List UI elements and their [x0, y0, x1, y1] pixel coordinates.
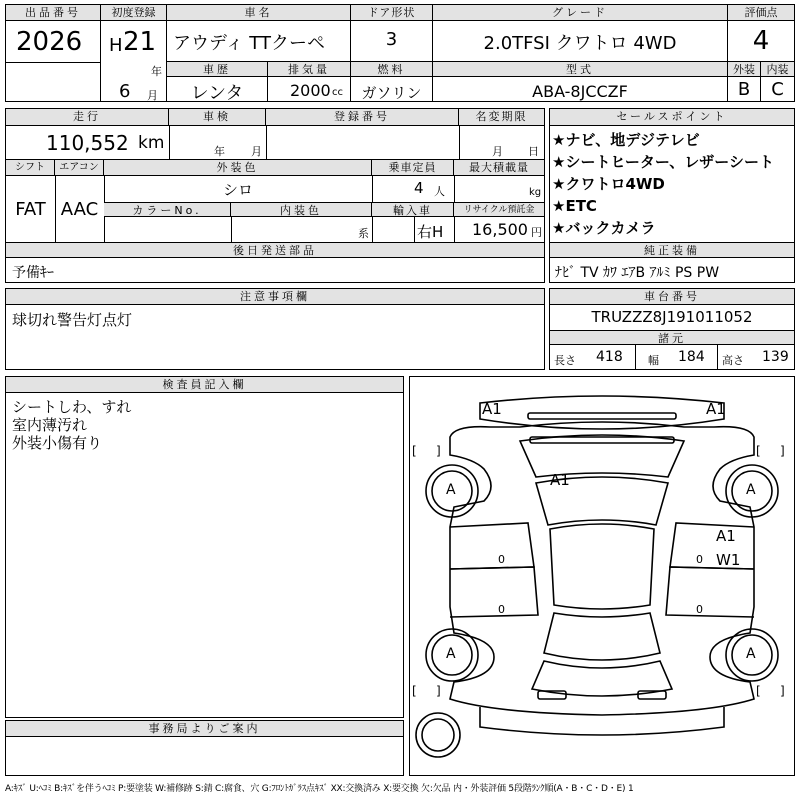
interior-label: 内装 — [761, 62, 794, 77]
score-cell — [728, 5, 794, 62]
svg-text:[: [ — [756, 684, 761, 698]
reg-no-label: 登録番号 — [266, 109, 459, 126]
int-color-unit: 系 — [358, 227, 369, 240]
lot-number: 2026 — [16, 27, 83, 57]
details-table — [5, 108, 545, 283]
ext-color: シロ — [222, 181, 253, 199]
reg-month: 6 — [119, 81, 131, 102]
damage-mark: A — [746, 646, 756, 662]
mileage-unit: km — [138, 133, 165, 153]
first-registration-cell — [101, 5, 167, 101]
svg-text:]: ] — [436, 684, 441, 698]
inspection-year-unit: 年 — [214, 145, 225, 158]
exterior-grade-cell — [728, 62, 761, 101]
left-rear-door-shape — [450, 567, 538, 617]
selling-point: ★クワトロ4WD — [552, 175, 665, 193]
inspection-month-unit: 月 — [251, 145, 262, 158]
damage-mark: A — [446, 646, 456, 662]
int-color-label: 内装色 — [231, 202, 372, 217]
capacity-unit: 人 — [434, 185, 445, 198]
shift: FAT — [15, 199, 46, 220]
office-label: 事務局よりご案内 — [6, 721, 403, 737]
length-label: 長さ — [554, 354, 576, 367]
svg-text:0: 0 — [498, 553, 505, 566]
shipping-label: 後日発送部品 — [6, 243, 544, 258]
notes-box — [5, 288, 545, 370]
damage-mark: A — [746, 482, 756, 498]
fuel-label: 燃料 — [351, 62, 432, 77]
mileage: 110,552 — [46, 131, 129, 155]
width-label: 幅 — [648, 354, 659, 367]
damage-mark: A1 — [716, 527, 736, 545]
dims-label: 諸元 — [550, 330, 794, 345]
svg-text:]: ] — [436, 444, 441, 458]
selling-point: ★バックカメラ — [552, 219, 656, 237]
right-front-door-shape — [670, 523, 754, 569]
equipment-label: 純正装備 — [550, 243, 794, 258]
hood-shape — [520, 435, 684, 477]
score-label: 評価点 — [728, 5, 794, 21]
model-label: 型式 — [433, 62, 727, 77]
inspection-label: 車検 — [169, 109, 266, 126]
svg-text:0: 0 — [498, 603, 505, 616]
ac: AAC — [60, 199, 99, 220]
selling-point: ★シートヒーター、レザーシート — [552, 153, 774, 171]
capacity-label: 乗車定員 — [372, 160, 454, 176]
door-label: ドア形状 — [351, 5, 432, 21]
grade-cell — [433, 5, 728, 62]
front-grille-shape — [528, 413, 676, 419]
selling-point: ★ナビ、地デジテレビ — [552, 131, 700, 149]
recycle-unit: 円 — [531, 226, 542, 239]
interior-grade-cell — [761, 62, 794, 101]
chassis-box — [549, 288, 795, 370]
shift-label: シフト — [6, 160, 55, 176]
chassis-number: TRUZZZ8J191011052 — [591, 308, 753, 326]
recycle: 16,500 — [472, 220, 528, 239]
fuel: ガソリン — [361, 84, 422, 102]
selling-points-box — [549, 108, 795, 283]
svg-text:]: ] — [780, 444, 785, 458]
capacity: 4 — [414, 179, 424, 197]
displacement-unit: cc — [332, 87, 343, 98]
inspector-note: シートしわ、すれ — [12, 398, 132, 416]
ac-label: エアコン — [55, 160, 104, 176]
svg-text:0: 0 — [696, 553, 703, 566]
history-cell — [167, 62, 268, 104]
damage-mark: A1 — [706, 400, 726, 418]
damage-mark: A — [446, 482, 456, 498]
notes-label: 注意事項欄 — [6, 289, 544, 305]
name-change-day-unit: 日 — [528, 145, 539, 158]
car-name-label: 車名 — [167, 5, 350, 21]
color-no-label: カラーNo. — [104, 202, 231, 217]
steering: 右H — [417, 223, 444, 241]
displacement-label: 排気量 — [268, 62, 350, 77]
inspector-note: 外装小傷有り — [12, 434, 103, 452]
roof-shape — [550, 524, 654, 609]
rear-window-shape — [544, 613, 660, 660]
reg-year: 21 — [123, 27, 157, 57]
svg-text:[: [ — [412, 684, 417, 698]
height-label: 高さ — [722, 354, 744, 367]
month-unit: 月 — [147, 89, 158, 102]
ext-color-label: 外装色 — [104, 160, 372, 176]
name-change-month-unit: 月 — [492, 145, 503, 158]
displacement-cell — [268, 62, 351, 101]
import-label: 輸入車 — [372, 202, 454, 217]
history-label: 車歴 — [167, 62, 267, 77]
car-name: アウディ TTクーペ — [173, 33, 325, 54]
selling-points-label: セールスポイント — [550, 109, 794, 126]
max-load-label: 最大積載量 — [454, 160, 544, 176]
inspector-box — [5, 376, 404, 718]
max-load-unit: kg — [529, 187, 542, 198]
left-front-door-shape — [450, 523, 534, 569]
score: 4 — [752, 26, 770, 56]
model-cell — [433, 62, 728, 101]
legend-footer: A:ｷｽﾞ U:ﾍｺﾐ B:ｷｽﾞを伴うﾍｺﾐ P:要塗装 W:補修跡 S:錆 C:腐食、穴 G:ﾌﾛﾝﾄｶﾞﾗｽ点ｷｽﾞ XX:交換済み X:要交換 欠:欠品 内・外装評価 5段階ﾗﾝｸ順(A・B・C・D・E) 1 — [5, 784, 634, 794]
svg-text:]: ] — [780, 684, 785, 698]
mileage-label: 走行 — [6, 109, 169, 126]
svg-text:[: [ — [756, 444, 761, 458]
width: 184 — [678, 349, 705, 365]
office-box — [5, 720, 404, 776]
right-rear-door-shape — [666, 567, 754, 617]
inspector-note: 室内薄汚れ — [12, 416, 88, 434]
notes: 球切れ警告灯点灯 — [12, 311, 133, 329]
svg-text:[: [ — [412, 444, 417, 458]
era: H — [109, 35, 123, 56]
doors: 3 — [385, 29, 398, 50]
displacement: 2000 — [290, 81, 331, 100]
lot-number-label: 出品番号 — [6, 5, 100, 21]
interior-grade: C — [771, 79, 784, 100]
selling-point: ★ETC — [552, 197, 597, 215]
history: レンタ — [190, 83, 244, 104]
height: 139 — [762, 349, 789, 365]
name-change-label: 名変期限 — [459, 109, 544, 126]
chassis-label: 車台番号 — [550, 289, 794, 305]
damage-mark: A1 — [482, 400, 502, 418]
exterior-grade: B — [737, 79, 751, 100]
lot-number-cell — [6, 5, 101, 101]
door-cell — [351, 5, 433, 62]
car-name-cell — [167, 5, 351, 62]
shipping: 予備ｷｰ — [12, 265, 54, 281]
year-unit: 年 — [151, 65, 162, 78]
first-reg-label: 初度登録 — [101, 5, 166, 21]
fuel-cell — [351, 62, 433, 101]
header-table — [5, 4, 795, 102]
equipment: ﾅﾋﾞ TV ｶﾜ ｴｱB ｱﾙﾐ PS PW — [555, 265, 720, 281]
grade: 2.0TFSI クワトロ 4WD — [483, 33, 677, 54]
recycle-label: リサイクル預託金 — [454, 202, 544, 217]
car-diagram — [409, 376, 795, 776]
spare-tire-inner — [422, 719, 454, 751]
grade-label: グレード — [433, 5, 727, 21]
length: 418 — [596, 349, 623, 365]
model: ABA-8JCCZF — [532, 82, 628, 101]
damage-mark: A1 — [550, 471, 570, 489]
exterior-label: 外装 — [728, 62, 760, 77]
car-diagram-svg — [410, 377, 794, 775]
damage-mark: W1 — [716, 551, 741, 569]
inspector-label: 検査員記入欄 — [6, 377, 403, 393]
svg-text:0: 0 — [696, 603, 703, 616]
